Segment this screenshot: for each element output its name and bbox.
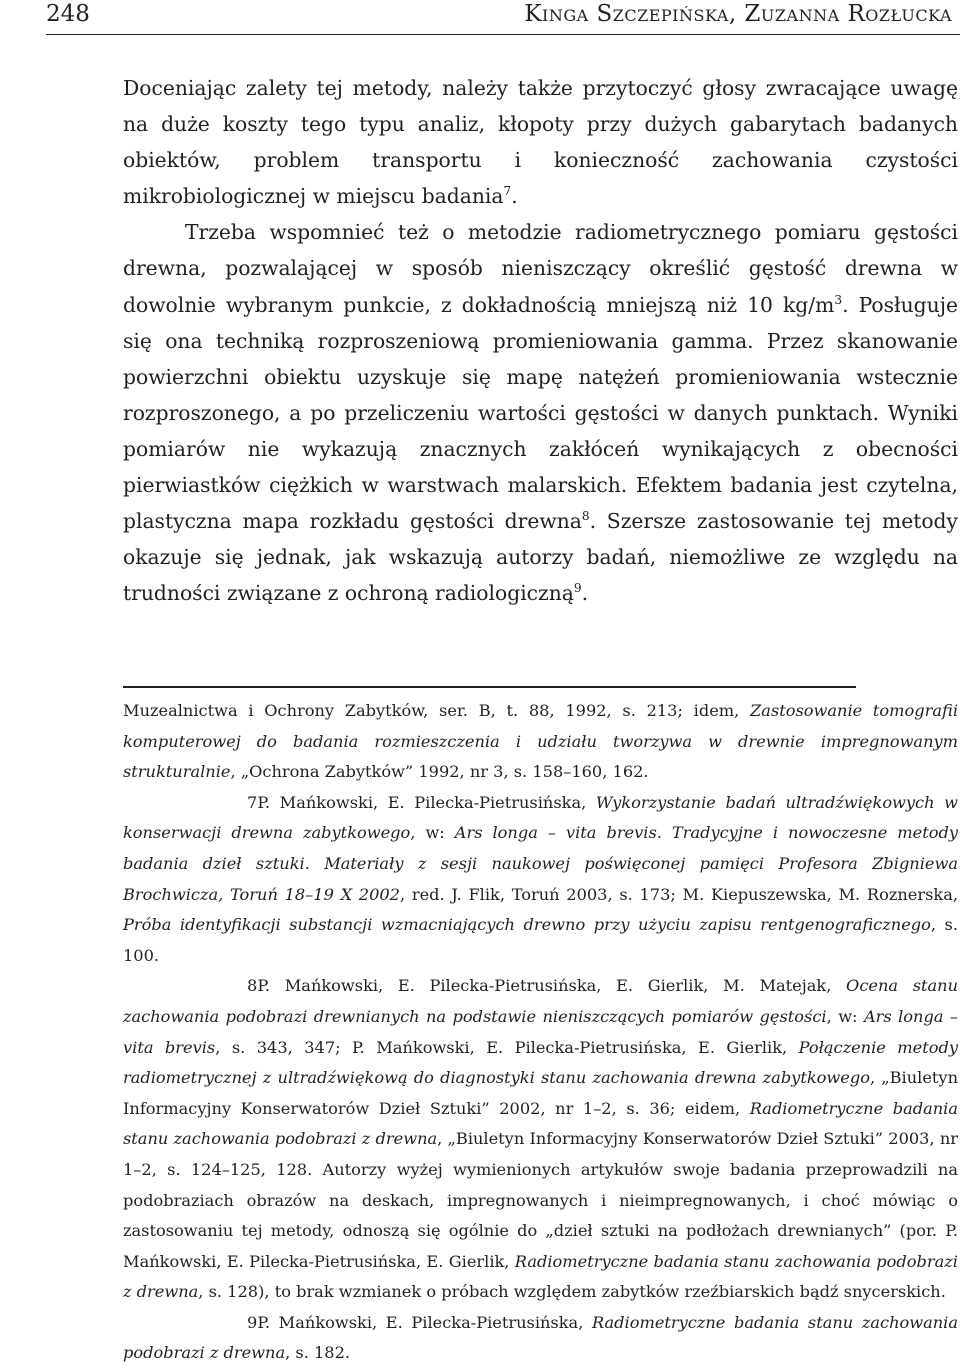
fn8-title-1: Ocena stanu zachowania podobrazi drewnianych na podstawie nieniszczących pomiarów gęstości [123, 976, 959, 1026]
fn8-text-c: , s. 343, 347; P. Mańkowski, E. Pilecka-Pietrusińska, E. Gierlik, [215, 1037, 799, 1057]
fn-cont-text-b: , „Ochrona Zabytków” 1992, nr 3, s. 158–160, 162. [230, 762, 649, 782]
footnote-9-number: 9 [247, 1312, 258, 1332]
fn7-text-a: P. Mańkowski, E. Pilecka-Pietrusińska, [257, 792, 596, 812]
paragraph-2-end: . [581, 581, 589, 606]
page-header [0, 0, 960, 36]
fn8-text-a: P. Mańkowski, E. Pilecka-Pietrusińska, E. Gierlik, M. Matejak, [257, 976, 847, 996]
fn-cont-title: Zastosowanie tomografii komputerowej do badania rozmieszczenia i udziału tworzywa w drewnie impregnowanym strukturalnie [123, 701, 958, 782]
fn8-title-2: Ars longa – vita brevis [123, 1006, 958, 1057]
fn8-title-3: Połączenie metody radiometrycznej z ultradźwiękową do diagnostyki stanu zachowania drewna zabytkowego [123, 1037, 958, 1088]
paragraph-2 [123, 214, 958, 611]
footnote-ref-7[interactable]: 7 [503, 184, 512, 199]
footnote-8-number: 8 [247, 976, 258, 996]
fn7-text-c: , red. J. Flik, Toruń 2003, s. 173; M. Kiepuszewska, M. Roznerska, [400, 884, 959, 904]
footnote-7 [123, 788, 958, 972]
fn8-title-4: Radiometryczne badania stanu zachowania podobrazi z drewna [123, 1098, 958, 1149]
paragraph-2-text-a: Trzeba wspomnieć też o metodzie radiometrycznego pomiaru gęstości drewna, pozwalającej w sposób nieniszczący określić gęstość drewna w dowolnie wybranym punkcie, z dokładnością mniejszą niż 10 kg/m [123, 220, 958, 317]
paragraph-2-text-b: . Posługuje się ona techniką rozproszeniową promieniowania gamma. Przez skanowanie powierzchni obiektu uzyskuje się mapę natężeń promieniowania wstecznie rozproszonego, a po przeliczeniu wartości gęstości w danych punktach. Wyniki pomiarów nie wykazują znacznych zakłóceń wynikających z obecności pierwiastków ciężkich w warstwach malarskich. Efektem badania jest czytelna, plastyczna mapa rozkładu gęstości drewna [123, 292, 958, 534]
fn7-text-d: , s. 100. [123, 915, 959, 965]
paragraph-1-end: . [511, 184, 518, 209]
unit-superscript: 3 [834, 292, 843, 307]
main-text [123, 70, 958, 611]
footnote-separator [123, 686, 856, 688]
fn7-title-1: Wykorzystanie badań ultradźwiękowych w konserwacji drewna zabytkowego [123, 792, 958, 843]
fn7-text-b: , w: [410, 823, 455, 843]
footnote-9 [123, 1308, 958, 1369]
footnote-ref-8[interactable]: 8 [581, 509, 590, 524]
paragraph-2-text-c: . Szersze zastosowanie tej metody okazuje się jednak, jak wskazują autorzy badań, niemożliwe ze względu na trudności związane z ochroną radiologiczną [123, 509, 958, 606]
fn7-title-3: Próba identyfikacji substancji wzmacniających drewno przy użyciu zapisu rentgenograficznego [123, 915, 931, 935]
fn9-text-b: , s. 182. [285, 1343, 351, 1363]
fn9-text-a: P. Mańkowski, E. Pilecka-Pietrusińska, [257, 1312, 592, 1332]
page-number: 248 [46, 1, 90, 27]
paragraph-1-text: Doceniając zalety tej metody, należy także przytoczyć głosy zwracające uwagę na duże koszty tego typu analiz, kłopoty przy dużych gabarytach badanych obiektów, problem transportu i konieczność zachowania czystości mikrobiologicznej w miejscu badania [123, 76, 958, 209]
fn8-text-b: , w: [826, 1006, 864, 1026]
fn7-title-2: Ars longa – vita brevis. Tradycyjne i nowoczesne metody badania dzieł sztuki. Materiały z sesji naukowej poświęconej pamięci Profesora Zbigniewa Brochwicza, Toruń 18–19 X 2002 [123, 823, 958, 904]
footnote-8 [123, 971, 958, 1308]
fn8-text-e: , „Biuletyn Informacyjny Konserwatorów Dzieł Sztuki” 2003, nr 1–2, s. 124–125, 128. Autorzy wyżej wymienionych artykułów swoje badania przeprowadzili na podobraziach obrazów na deskach, impregnowanych i nieimpregnowanych, i choć mówiąc o zastosowaniu tej metody, odnoszą się ogólnie do „dzieł sztuki na podłożach drewnianych” (por. P. Mańkowski, E. Pilecka-Pietrusińska, E. Gierlik, [123, 1129, 959, 1271]
footnote-7-number: 7 [247, 792, 258, 812]
fn-cont-text-a: Muzealnictwa i Ochrony Zabytków, ser. B, t. 88, 1992, s. 213; idem, [123, 701, 750, 720]
fn8-text-f: , s. 128), to brak wzmianek o próbach względem zabytków rzeźbiarskich bądź snycerskich. [198, 1282, 946, 1302]
fn8-text-d: , „Biuletyn Informacyjny Konserwatorów Dzieł Sztuki” 2002, nr 1–2, s. 36; eidem, [123, 1068, 958, 1118]
footnotes [123, 696, 958, 1369]
paragraph-1 [123, 70, 958, 214]
fn8-title-5: Radiometryczne badania stanu zachowania podobrazi z drewna [123, 1251, 958, 1302]
fn9-title-1: Radiometryczne badania stanu zachowania podobrazi z drewna [123, 1312, 959, 1363]
footnote-ref-9[interactable]: 9 [573, 581, 582, 596]
running-head: Kinga Szczepińska, Zuzanna Rozłucka [524, 1, 952, 27]
footnote-continuation [123, 696, 958, 788]
header-rule [46, 34, 960, 35]
